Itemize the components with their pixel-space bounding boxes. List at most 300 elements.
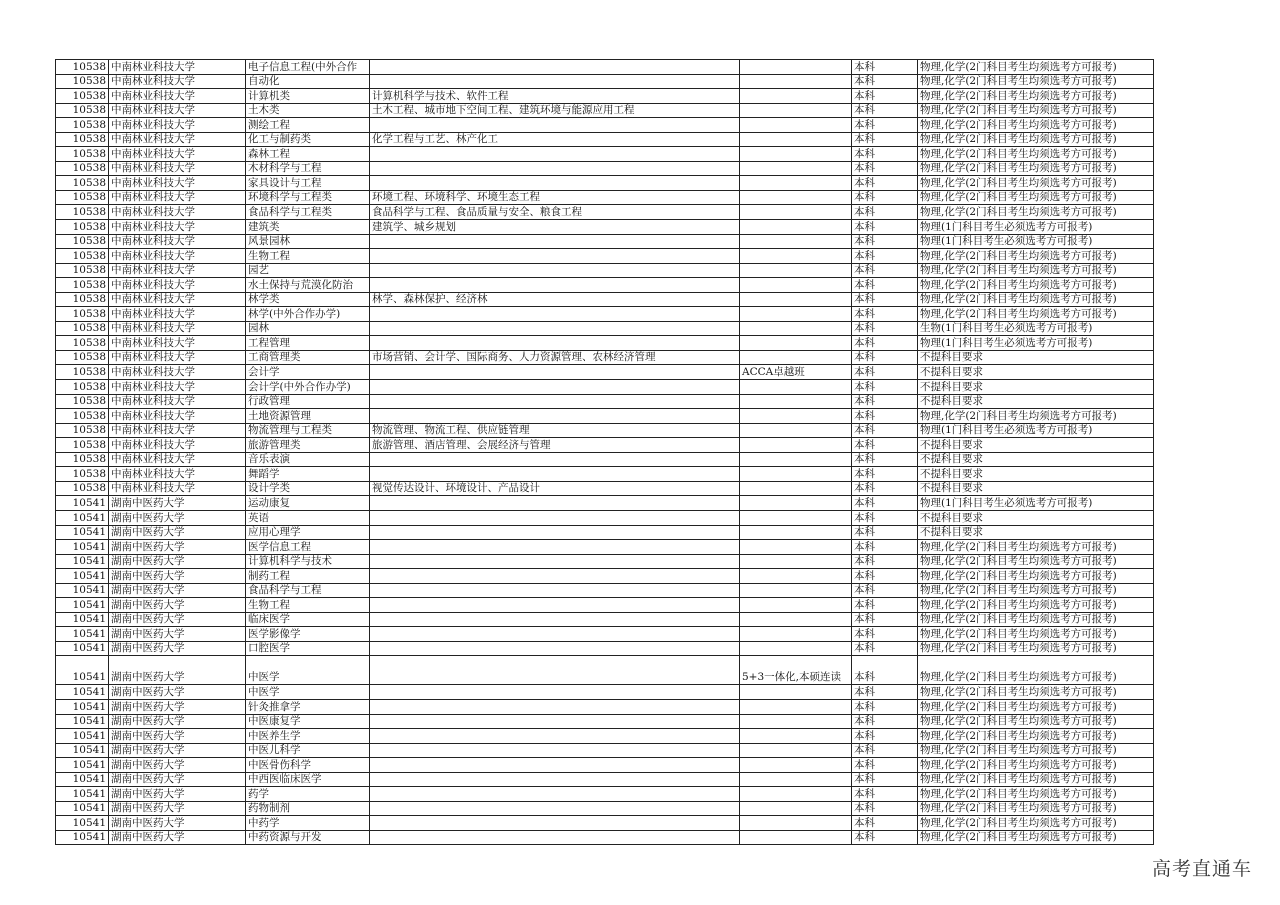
level-cell: 本科 [852, 74, 918, 89]
school-name-cell: 湖南中医药大学 [109, 743, 246, 758]
subject-requirement-cell: 物理(1门科目考生必须选考方可报考) [918, 336, 1154, 351]
subject-requirement-cell: 物理,化学(2门科目考生均须选考方可报考) [918, 816, 1154, 831]
table-row [56, 452, 1154, 467]
school-name-cell: 中南林业科技大学 [109, 234, 246, 249]
major-name-cell: 物流管理与工程类 [246, 423, 370, 438]
school-name-cell: 中南林业科技大学 [109, 190, 246, 205]
subject-requirement-cell: 物理,化学(2门科目考生均须选考方可报考) [918, 699, 1154, 714]
table-row [56, 743, 1154, 758]
remark-cell [740, 583, 852, 598]
subject-requirement-cell: 物理,化学(2门科目考生均须选考方可报考) [918, 627, 1154, 642]
table-row [56, 365, 1154, 380]
major-contents-cell [370, 147, 740, 162]
major-name-cell: 医学影像学 [246, 627, 370, 642]
table-row [56, 583, 1154, 598]
school-name-cell: 湖南中医药大学 [109, 540, 246, 555]
table-row [56, 816, 1154, 831]
subject-requirement-cell: 物理,化学(2门科目考生均须选考方可报考) [918, 249, 1154, 264]
school-code-cell: 10538 [56, 452, 109, 467]
table-row [56, 394, 1154, 409]
major-contents-cell [370, 278, 740, 293]
remark-cell [740, 743, 852, 758]
table-row [56, 612, 1154, 627]
table-row [56, 336, 1154, 351]
remark-cell [740, 641, 852, 656]
school-code-cell: 10541 [56, 758, 109, 773]
level-cell: 本科 [852, 321, 918, 336]
remark-cell [740, 699, 852, 714]
major-contents-cell [370, 336, 740, 351]
subject-requirement-cell: 物理,化学(2门科目考生均须选考方可报考) [918, 176, 1154, 191]
major-name-cell: 工商管理类 [246, 350, 370, 365]
level-cell: 本科 [852, 569, 918, 584]
school-name-cell: 中南林业科技大学 [109, 409, 246, 424]
table-row [56, 176, 1154, 191]
school-name-cell: 中南林业科技大学 [109, 176, 246, 191]
major-contents-cell [370, 801, 740, 816]
school-code-cell: 10538 [56, 190, 109, 205]
subject-requirement-cell: 物理,化学(2门科目考生均须选考方可报考) [918, 729, 1154, 744]
school-name-cell: 中南林业科技大学 [109, 103, 246, 118]
school-code-cell: 10538 [56, 467, 109, 482]
level-cell: 本科 [852, 220, 918, 235]
school-name-cell: 中南林业科技大学 [109, 380, 246, 395]
school-code-cell: 10541 [56, 830, 109, 845]
school-name-cell: 中南林业科技大学 [109, 292, 246, 307]
level-cell: 本科 [852, 161, 918, 176]
major-name-cell: 音乐表演 [246, 452, 370, 467]
level-cell: 本科 [852, 801, 918, 816]
subject-requirement-cell: 物理,化学(2门科目考生均须选考方可报考) [918, 409, 1154, 424]
major-name-cell: 土地资源管理 [246, 409, 370, 424]
subject-requirement-cell: 物理,化学(2门科目考生均须选考方可报考) [918, 307, 1154, 322]
school-name-cell: 中南林业科技大学 [109, 394, 246, 409]
school-code-cell: 10541 [56, 816, 109, 831]
major-contents-cell: 化学工程与工艺、林产化工 [370, 132, 740, 147]
remark-cell [740, 132, 852, 147]
level-cell: 本科 [852, 598, 918, 613]
watermark-text: 高考直通车 [1151, 858, 1252, 880]
school-name-cell: 中南林业科技大学 [109, 336, 246, 351]
table-body [56, 60, 1154, 845]
major-contents-cell: 计算机科学与技术、软件工程 [370, 89, 740, 104]
subject-requirement-cell: 物理,化学(2门科目考生均须选考方可报考) [918, 161, 1154, 176]
major-contents-cell: 市场营销、会计学、国际商务、人力资源管理、农林经济管理 [370, 350, 740, 365]
subject-requirement-cell: 不提科目要求 [918, 510, 1154, 525]
table-row [56, 481, 1154, 496]
major-contents-cell [370, 714, 740, 729]
major-contents-cell [370, 263, 740, 278]
school-code-cell: 10541 [56, 569, 109, 584]
major-contents-cell: 林学、森林保护、经济林 [370, 292, 740, 307]
major-name-cell: 针灸推拿学 [246, 699, 370, 714]
level-cell: 本科 [852, 307, 918, 322]
level-cell: 本科 [852, 292, 918, 307]
level-cell: 本科 [852, 103, 918, 118]
remark-cell [740, 772, 852, 787]
remark-cell [740, 60, 852, 75]
table-row [56, 685, 1154, 700]
school-name-cell: 中南林业科技大学 [109, 263, 246, 278]
remark-cell [740, 816, 852, 831]
table-row [56, 103, 1154, 118]
remark-cell [740, 423, 852, 438]
level-cell: 本科 [852, 685, 918, 700]
remark-cell [740, 685, 852, 700]
major-contents-cell [370, 409, 740, 424]
school-code-cell: 10541 [56, 641, 109, 656]
level-cell: 本科 [852, 467, 918, 482]
school-code-cell: 10541 [56, 699, 109, 714]
major-contents-cell [370, 249, 740, 264]
level-cell: 本科 [852, 554, 918, 569]
school-name-cell: 中南林业科技大学 [109, 161, 246, 176]
table-row [56, 249, 1154, 264]
school-code-cell: 10538 [56, 394, 109, 409]
level-cell: 本科 [852, 743, 918, 758]
major-name-cell: 中医养生学 [246, 729, 370, 744]
remark-cell [740, 234, 852, 249]
school-code-cell: 10541 [56, 598, 109, 613]
remark-cell [740, 452, 852, 467]
level-cell: 本科 [852, 816, 918, 831]
table-row [56, 830, 1154, 845]
subject-requirement-cell: 物理,化学(2门科目考生均须选考方可报考) [918, 772, 1154, 787]
subject-requirement-cell: 物理,化学(2门科目考生均须选考方可报考) [918, 830, 1154, 845]
remark-cell [740, 612, 852, 627]
school-name-cell: 湖南中医药大学 [109, 641, 246, 656]
major-contents-cell [370, 685, 740, 700]
school-name-cell: 中南林业科技大学 [109, 60, 246, 75]
table-row [56, 758, 1154, 773]
table-row [56, 278, 1154, 293]
subject-requirement-cell: 不提科目要求 [918, 525, 1154, 540]
school-name-cell: 湖南中医药大学 [109, 583, 246, 598]
school-name-cell: 中南林业科技大学 [109, 249, 246, 264]
major-name-cell: 木材科学与工程 [246, 161, 370, 176]
table-row [56, 525, 1154, 540]
level-cell: 本科 [852, 438, 918, 453]
subject-requirement-cell: 物理,化学(2门科目考生均须选考方可报考) [918, 554, 1154, 569]
school-name-cell: 中南林业科技大学 [109, 452, 246, 467]
school-code-cell: 10541 [56, 540, 109, 555]
level-cell: 本科 [852, 263, 918, 278]
major-name-cell: 运动康复 [246, 496, 370, 511]
table-row [56, 438, 1154, 453]
subject-requirement-cell: 物理,化学(2门科目考生均须选考方可报考) [918, 685, 1154, 700]
level-cell: 本科 [852, 540, 918, 555]
school-code-cell: 10538 [56, 60, 109, 75]
school-name-cell: 中南林业科技大学 [109, 350, 246, 365]
major-name-cell: 临床医学 [246, 612, 370, 627]
subject-requirement-cell: 物理,化学(2门科目考生均须选考方可报考) [918, 612, 1154, 627]
remark-cell [740, 569, 852, 584]
major-name-cell: 会计学(中外合作办学) [246, 380, 370, 395]
school-name-cell: 湖南中医药大学 [109, 801, 246, 816]
school-code-cell: 10541 [56, 729, 109, 744]
school-code-cell: 10538 [56, 423, 109, 438]
level-cell: 本科 [852, 641, 918, 656]
level-cell: 本科 [852, 365, 918, 380]
major-name-cell: 测绘工程 [246, 118, 370, 133]
major-name-cell: 中西医临床医学 [246, 772, 370, 787]
table-row [56, 801, 1154, 816]
major-name-cell: 食品科学与工程类 [246, 205, 370, 220]
major-contents-cell [370, 74, 740, 89]
remark-cell [740, 350, 852, 365]
remark-cell [740, 438, 852, 453]
school-code-cell: 10541 [56, 525, 109, 540]
school-code-cell: 10538 [56, 263, 109, 278]
remark-cell [740, 525, 852, 540]
table-row [56, 147, 1154, 162]
table-row [56, 321, 1154, 336]
school-name-cell: 中南林业科技大学 [109, 118, 246, 133]
subject-requirement-cell: 物理,化学(2门科目考生均须选考方可报考) [918, 569, 1154, 584]
school-code-cell: 10538 [56, 220, 109, 235]
major-name-cell: 森林工程 [246, 147, 370, 162]
school-code-cell: 10541 [56, 714, 109, 729]
remark-cell [740, 278, 852, 293]
school-name-cell: 湖南中医药大学 [109, 598, 246, 613]
level-cell: 本科 [852, 190, 918, 205]
subject-requirement-cell: 物理,化学(2门科目考生均须选考方可报考) [918, 103, 1154, 118]
major-name-cell: 药物制剂 [246, 801, 370, 816]
school-code-cell: 10538 [56, 438, 109, 453]
level-cell: 本科 [852, 409, 918, 424]
major-name-cell: 化工与制药类 [246, 132, 370, 147]
remark-cell [740, 205, 852, 220]
admission-table [55, 59, 1154, 845]
table-row [56, 263, 1154, 278]
major-name-cell: 中医学 [246, 685, 370, 700]
table-row [56, 74, 1154, 89]
remark-cell [740, 714, 852, 729]
subject-requirement-cell: 物理(1门科目考生必须选考方可报考) [918, 423, 1154, 438]
table-row [56, 220, 1154, 235]
level-cell: 本科 [852, 714, 918, 729]
major-name-cell: 计算机类 [246, 89, 370, 104]
major-name-cell: 会计学 [246, 365, 370, 380]
remark-cell [740, 161, 852, 176]
level-cell: 本科 [852, 758, 918, 773]
school-name-cell: 湖南中医药大学 [109, 699, 246, 714]
remark-cell [740, 307, 852, 322]
major-contents-cell: 旅游管理、酒店管理、会展经济与管理 [370, 438, 740, 453]
major-name-cell: 电子信息工程(中外合作 [246, 60, 370, 75]
subject-requirement-cell: 物理,化学(2门科目考生均须选考方可报考) [918, 743, 1154, 758]
remark-cell [740, 729, 852, 744]
major-name-cell: 生物工程 [246, 598, 370, 613]
school-name-cell: 湖南中医药大学 [109, 758, 246, 773]
school-code-cell: 10541 [56, 612, 109, 627]
level-cell: 本科 [852, 423, 918, 438]
remark-cell [740, 801, 852, 816]
remark-cell [740, 554, 852, 569]
school-name-cell: 中南林业科技大学 [109, 132, 246, 147]
remark-cell [740, 190, 852, 205]
school-code-cell: 10541 [56, 496, 109, 511]
level-cell: 本科 [852, 612, 918, 627]
table-row [56, 205, 1154, 220]
school-code-cell: 10538 [56, 307, 109, 322]
level-cell: 本科 [852, 118, 918, 133]
level-cell: 本科 [852, 380, 918, 395]
school-code-cell: 10538 [56, 365, 109, 380]
school-name-cell: 湖南中医药大学 [109, 496, 246, 511]
remark-cell [740, 409, 852, 424]
subject-requirement-cell: 物理,化学(2门科目考生均须选考方可报考) [918, 132, 1154, 147]
table-row [56, 307, 1154, 322]
school-code-cell: 10538 [56, 481, 109, 496]
school-name-cell: 湖南中医药大学 [109, 685, 246, 700]
school-code-cell: 10541 [56, 801, 109, 816]
table-row [56, 132, 1154, 147]
subject-requirement-cell: 生物(1门科目考生必须选考方可报考) [918, 321, 1154, 336]
table-row [56, 627, 1154, 642]
major-contents-cell [370, 816, 740, 831]
table-row [56, 118, 1154, 133]
major-name-cell: 英语 [246, 510, 370, 525]
subject-requirement-cell: 物理,化学(2门科目考生均须选考方可报考) [918, 89, 1154, 104]
table-row [56, 423, 1154, 438]
table-row [56, 598, 1154, 613]
school-code-cell: 10538 [56, 74, 109, 89]
school-code-cell: 10541 [56, 583, 109, 598]
remark-cell [740, 481, 852, 496]
major-name-cell: 计算机科学与技术 [246, 554, 370, 569]
remark-cell [740, 74, 852, 89]
table-row [56, 656, 1154, 685]
level-cell: 本科 [852, 176, 918, 191]
level-cell: 本科 [852, 278, 918, 293]
school-name-cell: 中南林业科技大学 [109, 74, 246, 89]
table-row [56, 510, 1154, 525]
major-name-cell: 中药资源与开发 [246, 830, 370, 845]
subject-requirement-cell: 物理(1门科目考生必须选考方可报考) [918, 496, 1154, 511]
subject-requirement-cell: 物理,化学(2门科目考生均须选考方可报考) [918, 801, 1154, 816]
major-contents-cell: 物流管理、物流工程、供应链管理 [370, 423, 740, 438]
level-cell: 本科 [852, 729, 918, 744]
major-name-cell: 建筑类 [246, 220, 370, 235]
table-row [56, 699, 1154, 714]
major-name-cell: 林学(中外合作办学) [246, 307, 370, 322]
major-name-cell: 土木类 [246, 103, 370, 118]
school-code-cell: 10541 [56, 772, 109, 787]
remark-cell [740, 89, 852, 104]
subject-requirement-cell: 物理,化学(2门科目考生均须选考方可报考) [918, 205, 1154, 220]
remark-cell [740, 220, 852, 235]
school-name-cell: 湖南中医药大学 [109, 656, 246, 685]
table-row [56, 540, 1154, 555]
major-contents-cell [370, 612, 740, 627]
major-contents-cell [370, 729, 740, 744]
remark-cell [740, 758, 852, 773]
school-code-cell: 10538 [56, 336, 109, 351]
remark-cell [740, 321, 852, 336]
major-name-cell: 行政管理 [246, 394, 370, 409]
major-name-cell: 水土保持与荒漠化防治 [246, 278, 370, 293]
school-name-cell: 中南林业科技大学 [109, 365, 246, 380]
major-contents-cell [370, 161, 740, 176]
level-cell: 本科 [852, 830, 918, 845]
major-contents-cell: 建筑学、城乡规划 [370, 220, 740, 235]
school-code-cell: 10538 [56, 132, 109, 147]
subject-requirement-cell: 物理,化学(2门科目考生均须选考方可报考) [918, 118, 1154, 133]
major-name-cell: 医学信息工程 [246, 540, 370, 555]
school-name-cell: 中南林业科技大学 [109, 205, 246, 220]
school-code-cell: 10538 [56, 205, 109, 220]
school-name-cell: 中南林业科技大学 [109, 307, 246, 322]
remark-cell [740, 336, 852, 351]
major-contents-cell [370, 60, 740, 75]
remark-cell [740, 627, 852, 642]
major-name-cell: 应用心理学 [246, 525, 370, 540]
subject-requirement-cell: 物理,化学(2门科目考生均须选考方可报考) [918, 641, 1154, 656]
table-row [56, 60, 1154, 75]
major-contents-cell [370, 365, 740, 380]
school-code-cell: 10538 [56, 249, 109, 264]
major-contents-cell [370, 321, 740, 336]
major-name-cell: 生物工程 [246, 249, 370, 264]
major-name-cell: 自动化 [246, 74, 370, 89]
level-cell: 本科 [852, 394, 918, 409]
table-row [56, 772, 1154, 787]
school-name-cell: 湖南中医药大学 [109, 772, 246, 787]
subject-requirement-cell: 物理(1门科目考生必须选考方可报考) [918, 220, 1154, 235]
subject-requirement-cell: 物理(1门科目考生必须选考方可报考) [918, 234, 1154, 249]
subject-requirement-cell: 物理,化学(2门科目考生均须选考方可报考) [918, 74, 1154, 89]
school-code-cell: 10538 [56, 161, 109, 176]
remark-cell [740, 292, 852, 307]
school-name-cell: 湖南中医药大学 [109, 714, 246, 729]
school-name-cell: 中南林业科技大学 [109, 438, 246, 453]
remark-cell [740, 147, 852, 162]
major-contents-cell [370, 787, 740, 802]
level-cell: 本科 [852, 350, 918, 365]
major-name-cell: 食品科学与工程 [246, 583, 370, 598]
major-name-cell: 制药工程 [246, 569, 370, 584]
major-contents-cell: 土木工程、城市地下空间工程、建筑环境与能源应用工程 [370, 103, 740, 118]
major-contents-cell [370, 510, 740, 525]
subject-requirement-cell: 不提科目要求 [918, 467, 1154, 482]
major-contents-cell [370, 627, 740, 642]
major-contents-cell [370, 176, 740, 191]
table-row [56, 554, 1154, 569]
remark-cell [740, 787, 852, 802]
level-cell: 本科 [852, 510, 918, 525]
major-contents-cell [370, 554, 740, 569]
major-contents-cell [370, 307, 740, 322]
major-contents-cell: 环境工程、环境科学、环境生态工程 [370, 190, 740, 205]
school-name-cell: 湖南中医药大学 [109, 787, 246, 802]
school-name-cell: 湖南中医药大学 [109, 569, 246, 584]
major-contents-cell [370, 380, 740, 395]
school-code-cell: 10538 [56, 292, 109, 307]
level-cell: 本科 [852, 132, 918, 147]
remark-cell [740, 830, 852, 845]
major-contents-cell [370, 598, 740, 613]
subject-requirement-cell: 物理,化学(2门科目考生均须选考方可报考) [918, 60, 1154, 75]
level-cell: 本科 [852, 147, 918, 162]
level-cell: 本科 [852, 481, 918, 496]
school-code-cell: 10541 [56, 656, 109, 685]
major-contents-cell [370, 234, 740, 249]
level-cell: 本科 [852, 234, 918, 249]
level-cell: 本科 [852, 205, 918, 220]
subject-requirement-cell: 物理,化学(2门科目考生均须选考方可报考) [918, 292, 1154, 307]
major-contents-cell [370, 772, 740, 787]
